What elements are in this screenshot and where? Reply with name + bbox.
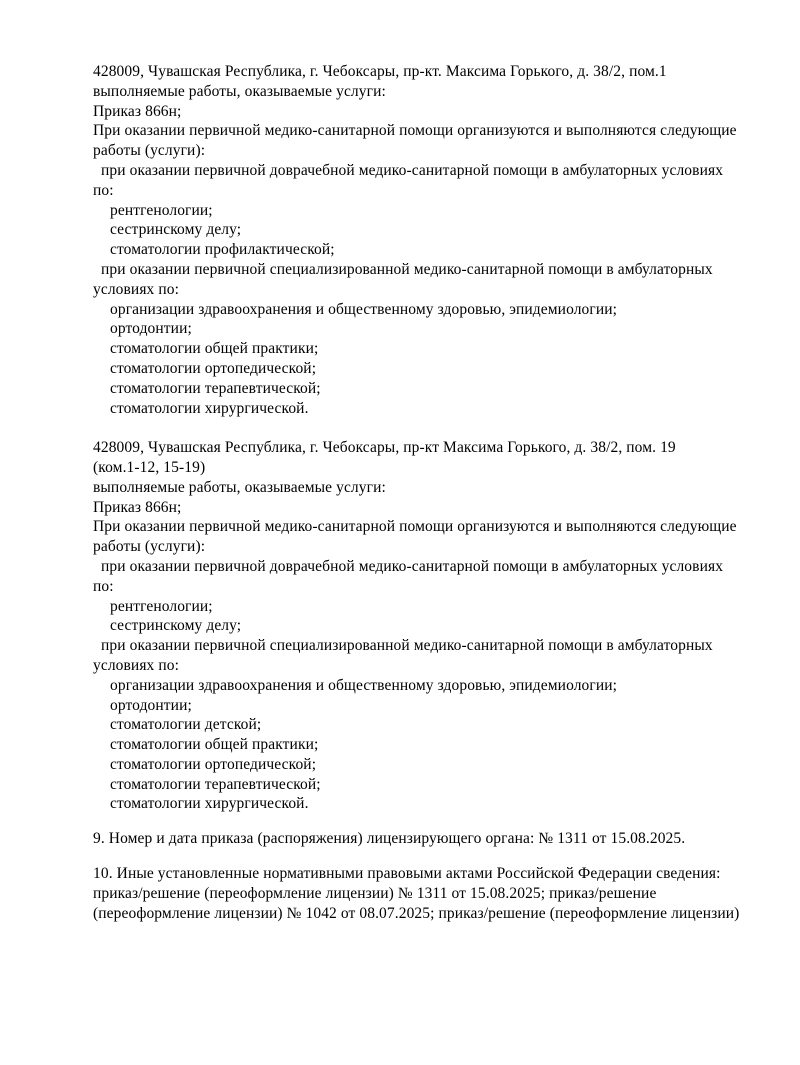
item-9-order-number <box>93 829 750 849</box>
document-text-line: по: <box>93 577 114 595</box>
document-text-line: стоматологии профилактической; <box>110 241 335 259</box>
document-text-line: приказ/решение (переоформление лицензии) № 1311 от 15.08.2025; приказ/решение <box>93 884 657 902</box>
document-text-line: При оказании первичной медико-санитарной помощи организуются и выполняются следующие <box>93 122 737 140</box>
address-block-1 <box>93 62 750 418</box>
document-text-line: работы (услуги): <box>93 538 206 556</box>
document-text-line: условиях по: <box>93 280 180 298</box>
document-text-line: стоматологии ортопедической; <box>110 755 317 773</box>
document-text-line: стоматологии общей практики; <box>110 736 319 754</box>
document-text-line: стоматологии хирургической. <box>110 795 309 813</box>
document-text-line: при оказании первичной специализированной медико-санитарной помощи в амбулаторных <box>101 260 713 278</box>
document-text-line: работы (услуги): <box>93 142 206 160</box>
document-text-line: стоматологии терапевтической; <box>110 379 321 397</box>
document-text-line: 428009, Чувашская Республика, г. Чебоксары, пр-кт. Максима Горького, д. 38/2, пом.1 <box>93 63 667 80</box>
document-text-line: выполняемые работы, оказываемые услуги: <box>93 478 386 496</box>
document-text-line: стоматологии ортопедической; <box>110 359 317 377</box>
document-text-line: (переоформление лицензии) № 1042 от 08.07.2025; приказ/решение (переоформление лицензии) <box>93 904 740 922</box>
document-text-line: рентгенологии; <box>110 201 213 219</box>
item-10-other-info <box>93 864 750 923</box>
document-text-line: организации здравоохранения и общественному здоровью, эпидемиологии; <box>110 300 618 318</box>
document-text-line: ортодонтии; <box>110 320 192 338</box>
document-text-line: 9. Номер и дата приказа (распоряжения) лицензирующего органа: № 1311 от 15.08.2025. <box>93 830 686 848</box>
document-text-line: ортодонтии; <box>110 696 192 714</box>
document-text-line: 428009, Чувашская Республика, г. Чебоксары, пр-кт Максима Горького, д. 38/2, пом. 19 <box>93 439 676 457</box>
document-text-line: при оказании первичной доврачебной медико-санитарной помощи в амбулаторных условиях <box>101 557 724 575</box>
document-text-line: стоматологии детской; <box>110 716 262 734</box>
document-text-line: выполняемые работы, оказываемые услуги: <box>93 82 386 100</box>
document-text-line: стоматологии терапевтической; <box>110 775 321 793</box>
document-text-line: стоматологии общей практики; <box>110 340 319 358</box>
document-text-line: сестринскому делу; <box>110 617 242 635</box>
document-text-line: 10. Иные установленные нормативными правовыми актами Российской Федерации сведения: <box>93 865 721 883</box>
document-text-line: Приказ 866н; <box>93 498 182 516</box>
document-text-line: организации здравоохранения и общественному здоровью, эпидемиологии; <box>110 676 618 694</box>
document-text-line: (ком.1-12, 15-19) <box>93 458 206 476</box>
document-text-line: При оказании первичной медико-санитарной помощи организуются и выполняются следующие <box>93 518 737 536</box>
document-text-line: сестринскому делу; <box>110 221 242 239</box>
address-block-2 <box>93 438 750 814</box>
document-text-line: рентгенологии; <box>110 597 213 615</box>
document-text-line: при оказании первичной специализированной медико-санитарной помощи в амбулаторных <box>101 637 713 655</box>
document-text-line: по: <box>93 181 114 199</box>
document-text-line: стоматологии хирургической. <box>110 399 309 417</box>
document-text-line: Приказ 866н; <box>93 102 182 120</box>
document-text-line: при оказании первичной доврачебной медико-санитарной помощи в амбулаторных условиях <box>101 161 724 179</box>
document-text-line: условиях по: <box>93 656 180 674</box>
